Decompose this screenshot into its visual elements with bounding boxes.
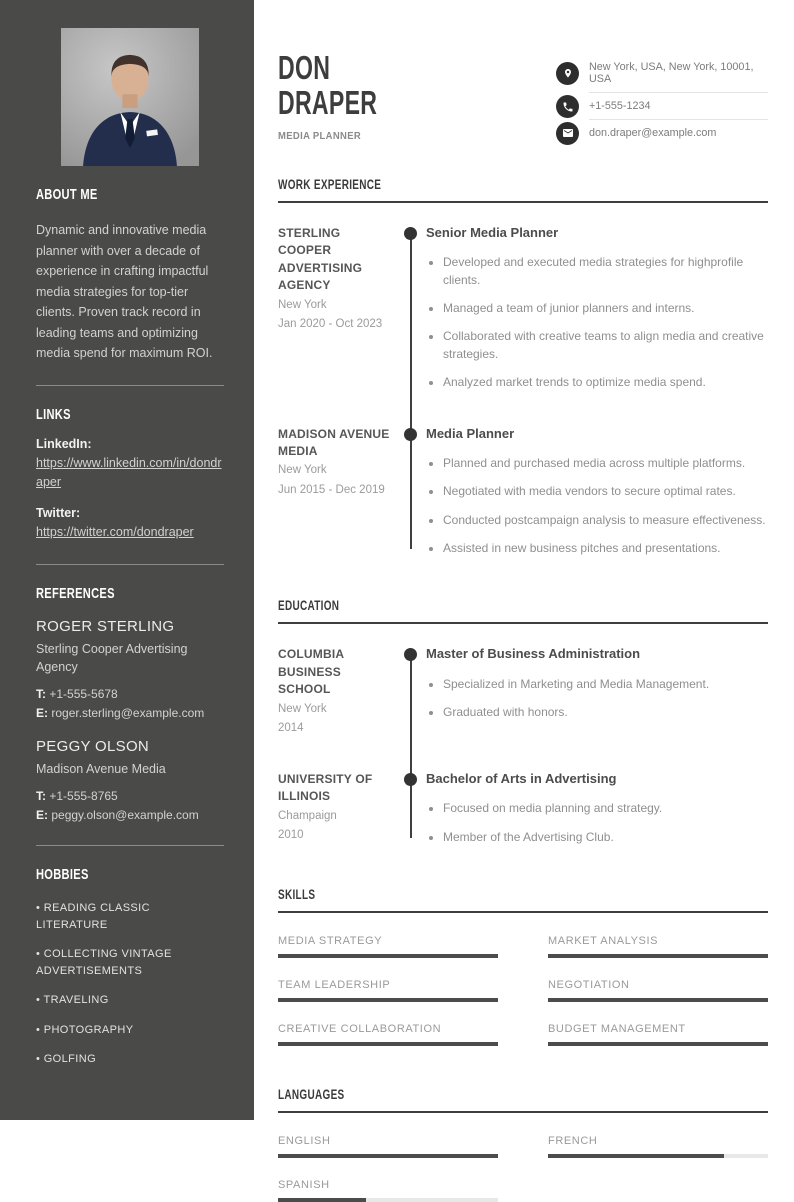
skill-name: NEGOTIATION bbox=[548, 979, 630, 992]
contact-row-email bbox=[556, 120, 768, 146]
entry-company: MADISON AVENUE MEDIA bbox=[278, 426, 390, 458]
language-item bbox=[278, 1135, 498, 1158]
languages-title: LANGUAGES bbox=[278, 1087, 345, 1103]
bullet-item: • Analyzed market trends to optimize media spend. bbox=[443, 374, 768, 391]
work-experience-section bbox=[278, 176, 768, 557]
header bbox=[278, 50, 768, 146]
entry-bullets bbox=[426, 800, 768, 846]
phone-value: +1-555-5678 bbox=[49, 687, 118, 702]
sidebar-divider bbox=[36, 385, 224, 386]
contact-row-phone bbox=[556, 93, 768, 120]
education-entry bbox=[278, 646, 768, 737]
entry-school: COLUMBIA BUSINESS SCHOOL bbox=[278, 647, 344, 697]
skill-bar bbox=[278, 1042, 498, 1046]
skill-bar-fill bbox=[548, 998, 768, 1002]
entry-location: New York bbox=[278, 464, 327, 477]
phone-label: T: bbox=[36, 789, 46, 804]
bullet-item: • Collaborated with creative teams to align media and creative strategies. bbox=[443, 328, 768, 363]
sidebar bbox=[0, 0, 254, 1120]
entry-role: Media Planner bbox=[426, 425, 515, 441]
reference-name: PEGGY OLSON bbox=[36, 738, 150, 756]
hobby-item: • PHOTOGRAPHY bbox=[36, 1022, 224, 1039]
skill-name: CREATIVE COLLABORATION bbox=[278, 1023, 442, 1036]
profile-photo bbox=[61, 28, 199, 166]
twitter-link[interactable]: https://twitter.com/dondraper bbox=[36, 525, 194, 540]
entry-meta bbox=[278, 225, 396, 392]
skill-bar bbox=[278, 954, 498, 958]
work-entry bbox=[278, 426, 768, 558]
entry-dates: 2014 bbox=[278, 721, 304, 734]
entry-meta bbox=[278, 426, 396, 558]
reference-item bbox=[36, 618, 224, 723]
hobby-item: • TRAVELING bbox=[36, 992, 224, 1009]
skill-bar-fill bbox=[548, 1042, 768, 1046]
section-header bbox=[278, 1086, 768, 1113]
email-label: E: bbox=[36, 807, 48, 822]
first-name: DON bbox=[278, 49, 331, 86]
email-label: E: bbox=[36, 705, 48, 720]
entry-degree: Master of Business Administration bbox=[426, 646, 641, 662]
education-title: EDUCATION bbox=[278, 598, 340, 614]
email-value: roger.sterling@example.com bbox=[51, 705, 205, 720]
bullet-item: • Graduated with honors. bbox=[443, 704, 768, 721]
references-title: REFERENCES bbox=[36, 584, 115, 602]
entry-bullets bbox=[426, 676, 768, 722]
last-name: DRAPER bbox=[278, 84, 378, 122]
bullet-item: • Member of the Advertising Club. bbox=[443, 829, 768, 846]
skill-name: TEAM LEADERSHIP bbox=[278, 979, 391, 992]
contact-address: New York, USA, New York, 10001, USA bbox=[589, 54, 768, 93]
contact-row-location bbox=[556, 54, 768, 93]
skill-name: MEDIA STRATEGY bbox=[278, 935, 383, 948]
skill-item bbox=[548, 979, 768, 1002]
skill-item bbox=[548, 1023, 768, 1046]
entry-meta bbox=[278, 646, 396, 737]
sidebar-divider bbox=[36, 564, 224, 565]
language-item bbox=[548, 1135, 768, 1158]
hobbies-list bbox=[36, 900, 224, 1068]
entry-detail bbox=[396, 225, 768, 392]
entry-dates: Jan 2020 - Oct 2023 bbox=[278, 317, 383, 330]
language-name: SPANISH bbox=[278, 1179, 330, 1192]
bullet-item: • Developed and executed media strategies for highprofile clients. bbox=[443, 254, 768, 289]
phone-icon bbox=[556, 95, 579, 118]
language-item bbox=[278, 1179, 498, 1202]
entry-degree: Bachelor of Arts in Advertising bbox=[426, 771, 617, 787]
skill-bar-fill bbox=[278, 954, 498, 958]
link-item-twitter bbox=[36, 506, 224, 542]
reference-email bbox=[36, 704, 224, 723]
skills-title: SKILLS bbox=[278, 887, 316, 903]
avatar-wrap bbox=[36, 28, 224, 166]
entry-location: New York bbox=[278, 298, 327, 311]
name-block bbox=[278, 50, 420, 146]
links-title: LINKS bbox=[36, 405, 71, 423]
reference-org: Madison Avenue Media bbox=[36, 762, 166, 777]
sidebar-divider bbox=[36, 845, 224, 846]
languages-grid bbox=[278, 1135, 768, 1202]
hobbies-title: HOBBIES bbox=[36, 866, 89, 884]
hobbies-section bbox=[36, 866, 224, 1068]
language-name: FRENCH bbox=[548, 1135, 598, 1148]
skills-grid bbox=[278, 935, 768, 1046]
contact-email: don.draper@example.com bbox=[589, 127, 717, 139]
skill-item bbox=[278, 979, 498, 1002]
skills-section bbox=[278, 886, 768, 1046]
bullet-item: • Specialized in Marketing and Media Management. bbox=[443, 676, 768, 693]
about-text: Dynamic and innovative media planner with over a decade of experience in crafting impactful media strategies for top-tier clients. Proven track record in leading teams and optimizing media spend for maximum ROI. bbox=[36, 223, 213, 360]
email-value: peggy.olson@example.com bbox=[51, 807, 199, 822]
language-bar bbox=[278, 1154, 498, 1158]
hobby-item: • COLLECTING VINTAGE ADVERTISEMENTS bbox=[36, 946, 224, 979]
language-bar-fill bbox=[548, 1154, 724, 1158]
role-title: MEDIA PLANNER bbox=[278, 129, 362, 142]
contact-block bbox=[556, 54, 768, 146]
section-header bbox=[278, 597, 768, 624]
bullet-item: • Assisted in new business pitches and presentations. bbox=[443, 540, 768, 557]
entry-bullets bbox=[426, 455, 768, 558]
main-column bbox=[254, 0, 794, 1192]
entry-detail bbox=[396, 771, 768, 846]
link-label: LinkedIn: bbox=[36, 436, 92, 451]
entry-company: STERLING COOPER ADVERTISING AGENCY bbox=[278, 226, 363, 293]
reference-phone bbox=[36, 787, 224, 806]
language-bar bbox=[278, 1198, 498, 1202]
language-bar bbox=[548, 1154, 768, 1158]
links-section bbox=[36, 406, 224, 543]
hobby-item: • GOLFING bbox=[36, 1051, 224, 1068]
entry-bullets bbox=[426, 254, 768, 391]
languages-section bbox=[278, 1086, 768, 1202]
entry-detail bbox=[396, 426, 768, 558]
link-item-linkedin bbox=[36, 437, 224, 493]
skill-name: BUDGET MANAGEMENT bbox=[548, 1023, 686, 1036]
section-header bbox=[278, 886, 768, 913]
skill-item bbox=[278, 935, 498, 958]
skill-bar-fill bbox=[278, 1042, 498, 1046]
entry-meta bbox=[278, 771, 396, 846]
bullet-item: • Conducted postcampaign analysis to measure effectiveness. bbox=[443, 512, 768, 529]
bullet-item: • Focused on media planning and strategy. bbox=[443, 800, 768, 817]
reference-item bbox=[36, 738, 224, 824]
phone-value: +1-555-8765 bbox=[49, 789, 118, 804]
entry-role: Senior Media Planner bbox=[426, 225, 559, 240]
linkedin-link[interactable]: https://www.linkedin.com/in/dondraper bbox=[36, 455, 222, 489]
reference-phone bbox=[36, 685, 224, 704]
hobby-item: • READING CLASSIC LITERATURE bbox=[36, 900, 224, 933]
entry-school: UNIVERSITY OF ILLINOIS bbox=[278, 772, 373, 804]
reference-name: ROGER STERLING bbox=[36, 617, 175, 635]
location-icon bbox=[556, 62, 579, 85]
skill-bar-fill bbox=[548, 954, 768, 958]
skill-name: MARKET ANALYSIS bbox=[548, 935, 659, 948]
references-section bbox=[36, 585, 224, 825]
bullet-item: • Planned and purchased media across multiple platforms. bbox=[443, 455, 768, 472]
work-entries bbox=[278, 225, 768, 557]
entry-location: New York bbox=[278, 702, 327, 715]
contact-phone: +1-555-1234 bbox=[589, 93, 768, 120]
skill-item bbox=[278, 1023, 498, 1046]
education-section bbox=[278, 597, 768, 846]
phone-label: T: bbox=[36, 687, 46, 702]
skill-bar bbox=[548, 954, 768, 958]
reference-email bbox=[36, 806, 224, 825]
skill-bar bbox=[548, 998, 768, 1002]
avatar bbox=[61, 28, 199, 166]
bullet-item: • Negotiated with media vendors to secure optimal rates. bbox=[443, 483, 768, 500]
section-header bbox=[278, 176, 768, 203]
education-entries bbox=[278, 646, 768, 846]
bullet-item: • Managed a team of junior planners and interns. bbox=[443, 300, 768, 317]
entry-dates: Jun 2015 - Dec 2019 bbox=[278, 483, 385, 496]
work-entry bbox=[278, 225, 768, 392]
about-title: ABOUT ME bbox=[36, 186, 98, 203]
about-section bbox=[36, 186, 224, 364]
language-name: ENGLISH bbox=[278, 1135, 331, 1148]
skill-bar bbox=[548, 1042, 768, 1046]
email-icon bbox=[556, 122, 579, 145]
entry-dates: 2010 bbox=[278, 829, 304, 842]
language-bar-fill bbox=[278, 1154, 498, 1158]
entry-location: Champaign bbox=[278, 809, 337, 822]
education-entry bbox=[278, 771, 768, 846]
skill-item bbox=[548, 935, 768, 958]
skill-bar-fill bbox=[278, 998, 498, 1002]
entry-detail bbox=[396, 646, 768, 737]
reference-org: Sterling Cooper Advertising Agency bbox=[36, 641, 188, 675]
work-experience-title: WORK EXPERIENCE bbox=[278, 177, 382, 192]
link-label: Twitter: bbox=[36, 506, 81, 521]
skill-bar bbox=[278, 998, 498, 1002]
language-bar-fill bbox=[278, 1198, 366, 1202]
